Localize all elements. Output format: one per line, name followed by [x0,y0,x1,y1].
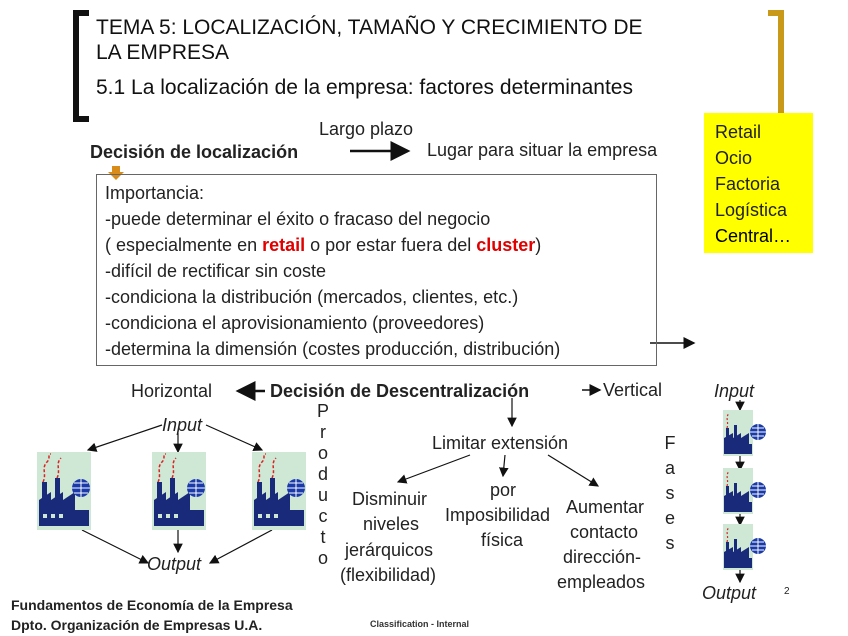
location-type-factory: Factoria [715,174,781,194]
factory-icon [152,452,206,530]
location-type-logistics: Logística [715,200,788,220]
limit-extension-label: Limitar extensión [432,433,569,453]
location-type-retail: Retail [715,122,762,142]
importance-line-1: -puede determinar el éxito o fracaso del negocio [105,209,491,229]
output-left-label: Output [147,554,202,574]
factory-icon [713,524,769,570]
footer-department: Dpto. Organización de Empresas U.A. [11,617,263,633]
contact-line-1: Aumentar [566,497,645,517]
footer-course: Fundamentos de Economía de la Empresa [11,597,293,613]
vertical-label: Vertical [603,380,663,400]
physical-line-2: Imposibilidad [445,505,551,525]
location-type-central: Central… [715,226,792,246]
reduce-levels-line-2: niveles [363,514,420,534]
subtitle: 5.1 La localización de la empresa: factores determinantes [96,76,633,99]
factory-icon [252,452,306,530]
contact-line-3: dirección- [563,547,642,567]
importance-line-6: -determina la dimensión (costes producción, distribución) [105,339,561,359]
title-line-1: TEMA 5: LOCALIZACIÓN, TAMAÑO Y CRECIMIENTO DE [96,16,643,39]
contact-line-2: contacto [570,522,639,542]
classification-label: Classification - Internal [370,619,470,629]
factory-icon [37,452,91,530]
physical-line-1: por [490,480,517,500]
long-term-label: Largo plazo [319,119,414,139]
title-line-2: LA EMPRESA [96,41,230,64]
factory-icon [713,468,769,514]
importance-line-5: -condiciona el aprovisionamiento (proveedores) [105,313,485,333]
reduce-levels-line-4: (flexibilidad) [340,565,437,585]
importance-line-3: -difícil de rectificar sin coste [105,261,327,281]
cluster-highlight: cluster [476,235,536,255]
factory-icon [713,410,769,456]
contact-line-4: empleados [557,572,646,592]
input-left-label: Input [162,415,203,435]
input-right-label: Input [714,381,755,401]
decentralization-label: Decisión de Descentralización [270,381,530,401]
importance-line-2: ( especialmente en retail o por estar fuera del cluster) [105,235,542,255]
retail-highlight: retail [262,235,306,255]
location-target-label: Lugar para situar la empresa [427,140,658,160]
location-type-leisure: Ocio [715,148,753,168]
location-decision-label: Decisión de localización [90,142,299,162]
importance-line-4: -condiciona la distribución (mercados, clientes, etc.) [105,287,519,307]
page-number: 2 [784,586,790,597]
reduce-levels-line-3: jerárquicos [345,540,434,560]
horizontal-label: Horizontal [131,381,213,401]
importance-heading: Importancia: [105,183,205,203]
reduce-levels-line-1: Disminuir [352,489,428,509]
location-types-box [704,113,813,253]
physical-line-3: física [481,530,524,550]
output-right-label: Output [702,583,757,603]
